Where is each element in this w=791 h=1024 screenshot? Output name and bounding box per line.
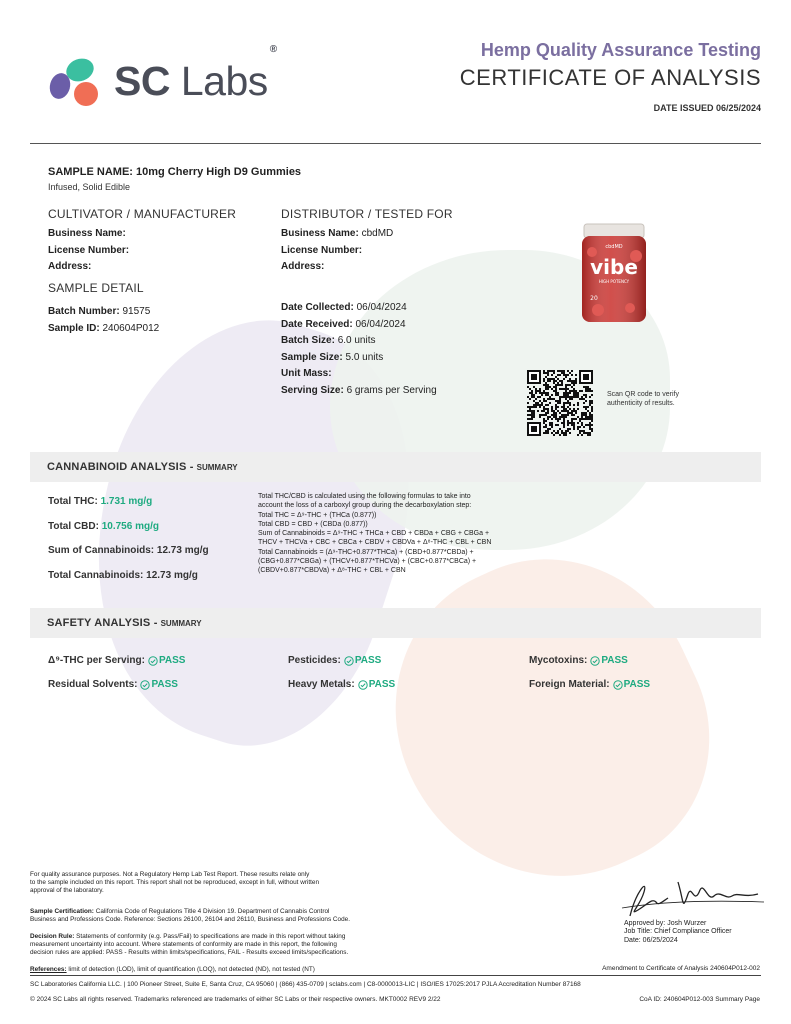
- decision-label: Decision Rule:: [30, 933, 75, 940]
- total-thc-row: [48, 496, 152, 507]
- total-cbd-label: Total CBD:: [48, 521, 99, 532]
- pass-badge: [613, 679, 651, 690]
- cannabinoid-title: CANNABINOID ANALYSIS -: [47, 461, 194, 473]
- qr-code[interactable]: [527, 370, 593, 436]
- cannabinoid-section-header: [30, 452, 761, 482]
- sample-name: SAMPLE NAME: 10mg Cherry High D9 Gummies: [48, 166, 302, 178]
- product-name: vibe: [590, 255, 638, 279]
- safety-pesticides: [288, 655, 381, 666]
- logo-wordmark: [114, 43, 277, 105]
- formula-line: THCV + THCVa + CBC + CBCa + CBDV + CBDVa + Δ⁸-THC + CBL + CBN: [258, 539, 492, 547]
- qa-line: to the sample included on this report. This report shall not be reproduced, except in full, without written: [30, 879, 320, 887]
- safety-thc-serving: [48, 655, 185, 666]
- pass-badge: [148, 655, 186, 666]
- references-label: References:: [30, 966, 67, 973]
- header-divider: [30, 143, 761, 144]
- copyright-line: © 2024 SC Labs all rights reserved. Trademarks referenced are trademarks of either SC Labs or their respective owners. MKT0002 REV9 2/22: [30, 996, 441, 1003]
- serving-size-value: 6 grams per Serving: [346, 384, 437, 396]
- qr-note: Scan QR code to verify authenticity of results.: [607, 391, 679, 407]
- cannabinoid-summary-label: SUMMARY: [196, 462, 238, 472]
- total-thc-label: Total THC:: [48, 496, 98, 507]
- coa-id: CoA ID: 240604P012-003 Summary Page: [639, 996, 760, 1003]
- pass-badge: [358, 679, 396, 690]
- serving-size-label: Serving Size:: [281, 384, 344, 396]
- sample-id-label: Sample ID:: [48, 322, 100, 334]
- safety-residual-solvents: [48, 679, 178, 690]
- cert-line-2: Business and Professions Code. Reference: Sections 26100, 26104 and 26110, Business and Professions Code.: [30, 916, 350, 924]
- safety-foreign-label: Foreign Material:: [529, 679, 610, 690]
- distributor-license-label: License Number:: [281, 244, 363, 256]
- batch-number-value: 91575: [122, 306, 151, 317]
- formula-line: Total Cannabinoids = (Δ⁹-THC+0.877*THCa) + (CBD+0.877*CBDa) +: [258, 548, 474, 556]
- formula-line: Total THC/CBD is calculated using the following formulas to take into: [258, 493, 471, 500]
- approver-title: Job Title: Chief Compliance Officer: [624, 928, 732, 936]
- total-cbd-value: 10.756 mg/g: [101, 521, 159, 532]
- pass-check-icon: [148, 656, 158, 666]
- signature-image: [618, 872, 768, 922]
- sum-cannabinoids-value: 12.73 mg/g: [156, 545, 209, 556]
- product-tagline: HIGH POTENCY: [598, 279, 630, 284]
- pass-badge: [344, 655, 382, 666]
- total-thc-value: 1.731 mg/g: [100, 496, 153, 507]
- formula-line: (CBDV+0.877*CBDVa) + Δ⁸-THC + CBL + CBN: [258, 567, 406, 575]
- qa-line: approval of the laboratory.: [30, 887, 104, 895]
- references: [30, 966, 450, 974]
- cultivator-business-label: Business Name:: [48, 228, 126, 239]
- date-received-label: Date Received:: [281, 318, 353, 330]
- qa-disclaimer: [30, 871, 430, 896]
- sum-cannabinoids-label: Sum of Cannabinoids:: [48, 545, 155, 556]
- cultivator-address-label: Address:: [48, 261, 92, 272]
- safety-residual-label: Residual Solvents:: [48, 679, 138, 690]
- lab-address-line: SC Laboratories California LLC. | 100 Pioneer Street, Suite E, Santa Cruz, CA 95060 | (866) 435-0709 | sclabs.com | C8-0000013-LIC | ISO/IES 17025:2017 PJLA Accreditation Number 87168: [30, 981, 581, 988]
- sum-cannabinoids-row: [48, 545, 209, 556]
- sample-size-value: 5.0 units: [345, 351, 384, 363]
- report-type-title: Hemp Quality Assurance Testing: [480, 40, 761, 60]
- decision-rule: [30, 933, 450, 958]
- formula-line: Total CBD = CBD + (CBDa (0.877)): [258, 520, 368, 528]
- batch-size-value: 6.0 units: [337, 335, 376, 346]
- safety-section-header: [30, 608, 761, 638]
- total-cannabinoids-value: 12.73 mg/g: [146, 570, 198, 581]
- batch-size-label: Batch Size:: [281, 335, 335, 346]
- formula-line: Total THC = Δ⁹-THC + (THCa (0.877)): [258, 511, 377, 519]
- cultivator-block: [48, 205, 236, 276]
- sc-labs-logo: [46, 43, 277, 106]
- date-issued: DATE ISSUED 06/25/2024: [653, 103, 761, 113]
- amendment-note: Amendment to Certificate of Analysis 240604P012-002: [602, 965, 760, 972]
- sample-detail-heading: SAMPLE DETAIL: [48, 281, 144, 295]
- pass-check-icon: [358, 680, 368, 690]
- decision-line-2: measurement uncertainty into account. Where statements of conformity are made in this report, the following: [30, 941, 337, 949]
- logo-labs: Labs: [180, 57, 268, 104]
- sample-dates-block: [281, 300, 437, 399]
- sample-name-block: [48, 164, 301, 194]
- total-cannabinoids-label: Total Cannabinoids:: [48, 570, 144, 581]
- formula-line: (CBG+0.877*CBGa) + (THCV+0.877*THCVa) + (CBC+0.877*CBCa) +: [258, 558, 477, 566]
- pass-text: PASS: [623, 679, 651, 690]
- pass-text: PASS: [158, 655, 186, 666]
- pass-check-icon: [590, 656, 600, 666]
- pass-check-icon: [140, 680, 150, 690]
- decision-line-3: decision rules are applied: PASS - Results within limits/specifications, FAIL - Results exceed limits/specifications.: [30, 949, 349, 957]
- pass-text: PASS: [354, 655, 382, 666]
- distributor-address-label: Address:: [281, 261, 325, 272]
- approved-by: Approved by: Josh Wurzer: [624, 920, 707, 927]
- safety-title: SAFETY ANALYSIS -: [47, 617, 158, 629]
- product-brand: cbdMD: [605, 244, 623, 250]
- distributor-business-label: Business Name:: [281, 228, 359, 239]
- sample-detail-block: [48, 279, 159, 337]
- qa-line: For quality assurance purposes. Not a Regulatory Hemp Lab Test Report. These results relate only: [30, 871, 310, 878]
- formula-line: account the loss of a carboxyl group during the decarboxylation step:: [258, 502, 472, 510]
- distributor-block: [281, 205, 453, 276]
- total-cannabinoids-row: [48, 570, 198, 581]
- pass-text: PASS: [601, 655, 628, 666]
- pass-badge: [140, 679, 178, 690]
- formula-line: Sum of Cannabinoids = Δ⁹-THC + THCa + CBD + CBDa + CBG + CBGa +: [258, 530, 490, 538]
- safety-summary-label: SUMMARY: [160, 618, 202, 628]
- total-cbd-row: [48, 521, 159, 532]
- sample-id-value: 240604P012: [102, 322, 160, 334]
- pass-check-icon: [613, 680, 623, 690]
- references-text: limit of detection (LOD), limit of quantification (LOQ), not detected (ND), not tested (NT): [68, 966, 315, 973]
- cultivator-license-label: License Number:: [48, 244, 130, 256]
- sample-type: Infused, Solid Edible: [48, 181, 131, 192]
- batch-number-label: Batch Number:: [48, 306, 120, 317]
- cannabinoid-formula: [258, 492, 528, 576]
- product-image: [578, 222, 650, 324]
- unit-mass-label: Unit Mass:: [281, 368, 332, 379]
- approval-block: [624, 920, 732, 945]
- cert-line-1: California Code of Regulations Title 4 Division 19. Department of Cannabis Control: [95, 908, 330, 915]
- distributor-business-value: cbdMD: [361, 228, 394, 239]
- footer-divider: [30, 975, 761, 976]
- logo-registered: ®: [269, 43, 277, 55]
- sample-size-label: Sample Size:: [281, 351, 343, 363]
- cultivator-heading: CULTIVATOR / MANUFACTURER: [48, 207, 237, 221]
- date-collected-value: 06/04/2024: [356, 302, 407, 313]
- safety-heavy-metals: [288, 679, 395, 690]
- date-collected-label: Date Collected:: [281, 302, 354, 313]
- certificate-title: CERTIFICATE OF ANALYSIS: [459, 65, 761, 90]
- safety-thc-serving-label: Δ⁹-THC per Serving:: [48, 655, 145, 666]
- distributor-heading: DISTRIBUTOR / TESTED FOR: [281, 207, 453, 221]
- pass-check-icon: [344, 656, 354, 666]
- pass-badge: [590, 655, 628, 666]
- safety-foreign-material: [529, 679, 650, 690]
- safety-mycotoxins: [529, 655, 628, 666]
- cert-label: Sample Certification:: [30, 908, 94, 915]
- logo-sc: SC: [114, 57, 170, 104]
- sc-labs-logo-icon: [46, 56, 106, 106]
- safety-mycotoxins-label: Mycotoxins:: [529, 655, 588, 666]
- approval-date: Date: 06/25/2024: [624, 936, 678, 944]
- pass-text: PASS: [368, 679, 396, 690]
- product-count: 20: [590, 295, 598, 302]
- decision-line-1: Statements of conformity (e.g. Pass/Fail) to specifications are made in this report without taking: [76, 933, 346, 940]
- date-received-value: 06/04/2024: [355, 318, 406, 330]
- header-titles: [460, 40, 761, 113]
- safety-metals-label: Heavy Metals:: [288, 679, 355, 690]
- safety-pesticides-label: Pesticides:: [288, 655, 341, 666]
- sample-certification: [30, 908, 450, 924]
- pass-text: PASS: [151, 679, 178, 690]
